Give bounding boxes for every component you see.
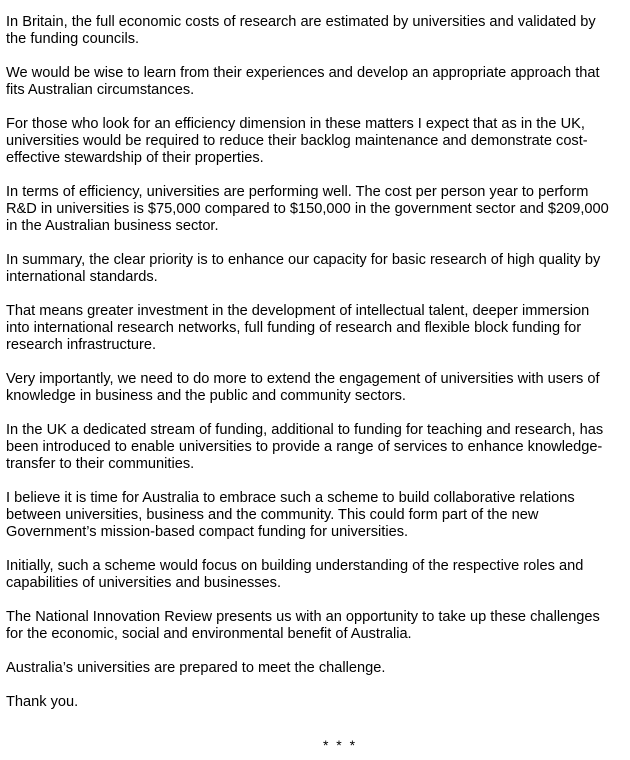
paragraph: In the UK a dedicated stream of funding, additional to funding for teaching and research, has been introduced to enable universities to provide a range of services to enhance knowledge- transfer to their communities. — [6, 422, 604, 472]
paragraph: Australia’s universities are prepared to meet the challenge. — [6, 660, 386, 676]
paragraph: I believe it is time for Australia to embrace such a scheme to build collaborative relations between universities, business and the community. This could form part of the new Government’s mission-based compact funding for universities. — [6, 490, 575, 540]
section-end-mark: * * * — [322, 737, 358, 753]
paragraph: Initially, such a scheme would focus on building understanding of the respective roles and capabilities of universities and businesses. — [6, 558, 584, 591]
document-body — [6, 14, 626, 728]
paragraph: Thank you. — [6, 694, 79, 710]
paragraph: For those who look for an efficiency dimension in these matters I expect that as in the UK, universities would be required to reduce their backlog maintenance and demonstrate cost- effective stewardship of their properties. — [6, 116, 588, 166]
paragraph: In summary, the clear priority is to enhance our capacity for basic research of high quality by international standards. — [6, 252, 601, 285]
paragraph: In terms of efficiency, universities are performing well. The cost per person year to perform R&D in universities is $75,000 compared to $150,000 in the government sector and $209,000 in the Australian business sector. — [6, 184, 609, 234]
paragraph: We would be wise to learn from their experiences and develop an appropriate approach that fits Australian circumstances. — [6, 65, 600, 98]
paragraph: The National Innovation Review presents us with an opportunity to take up these challenges for the economic, social and environmental benefit of Australia. — [6, 609, 600, 642]
paragraph: Very importantly, we need to do more to extend the engagement of universities with users of knowledge in business and the public and community sectors. — [6, 371, 600, 404]
paragraph: In Britain, the full economic costs of research are estimated by universities and validated by the funding councils. — [6, 14, 596, 47]
paragraph: That means greater investment in the development of intellectual talent, deeper immersion into international research networks, full funding of research and flexible block funding for research infrastructure. — [6, 303, 590, 353]
